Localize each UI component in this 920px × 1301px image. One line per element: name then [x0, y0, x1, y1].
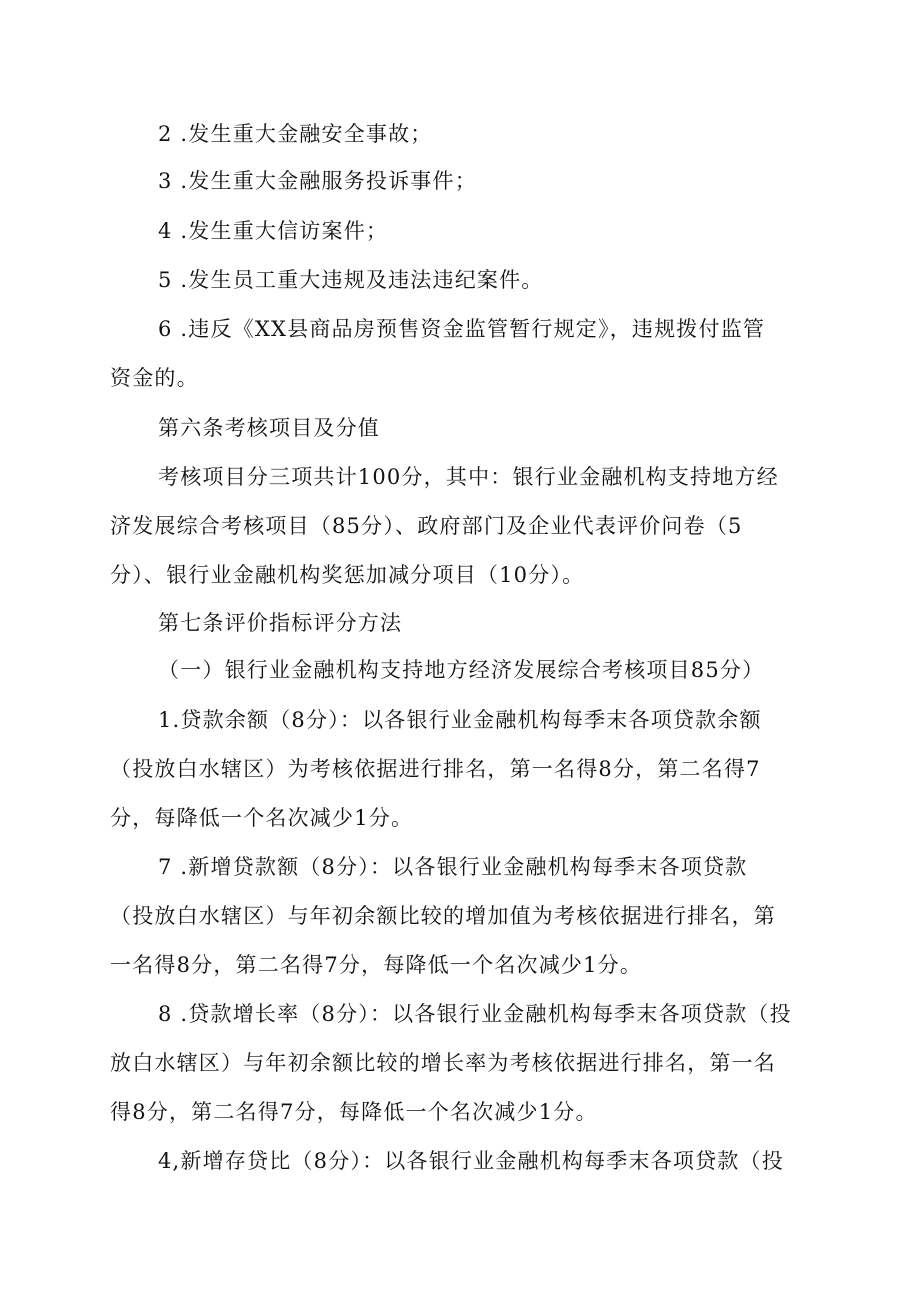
text-line: 4 .发生重大信访案件；: [158, 219, 389, 243]
text-line: 放白水辖区）与年初余额比较的增长率为考核依据进行排名，第一名: [110, 1051, 776, 1075]
text-line: 分）、银行业金融机构奖惩加减分项目（10分）。: [110, 563, 585, 587]
text-line: 3 .发生重大金融服务投诉事件；: [158, 169, 477, 193]
text-line: 4,新增存贷比（8分）：以各银行业金融机构每季末各项贷款（投: [158, 1149, 784, 1173]
text-line: 5 .发生员工重大违规及违法违纪案件。: [158, 268, 544, 292]
text-line: 7 .新增贷款额（8分）：以各银行业金融机构每季末各项贷款: [158, 855, 748, 879]
text-line: （投放白水辖区）与年初余额比较的增加值为考核依据进行排名，第: [110, 904, 776, 928]
section-heading: 第六条考核项目及分值: [158, 416, 380, 440]
text-line: 一名得8分，第二名得7分，每降低一个名次减少1分。: [110, 953, 643, 977]
text-line: （投放白水辖区）为考核依据进行排名，第一名得8分，第二名得7: [110, 757, 761, 781]
text-line: 济发展综合考核项目（85分）、政府部门及企业代表评价问卷（5: [110, 514, 743, 538]
text-line: 得8分，第二名得7分，每降低一个名次减少1分。: [110, 1100, 598, 1124]
section-heading: 第七条评价指标评分方法: [158, 611, 403, 635]
text-line: 1.贷款余额（8分）：以各银行业金融机构每季末各项贷款余额: [158, 708, 762, 732]
subsection-heading: （一）银行业金融机构支持地方经济发展综合考核项目85分）: [158, 658, 765, 682]
text-line: 8 .贷款增长率（8分）：以各银行业金融机构每季末各项贷款（投: [158, 1002, 792, 1026]
text-line: 分，每降低一个名次减少1分。: [110, 806, 414, 830]
text-line: 2 .发生重大金融安全事故；: [158, 122, 433, 146]
text-line: 资金的。: [110, 366, 199, 390]
text-line: 考核项目分三项共计100分，其中：银行业金融机构支持地方经: [158, 465, 779, 489]
text-line: 6 .违反《XX县商品房预售资金监管暂行规定》，违规拨付监管: [158, 317, 766, 341]
